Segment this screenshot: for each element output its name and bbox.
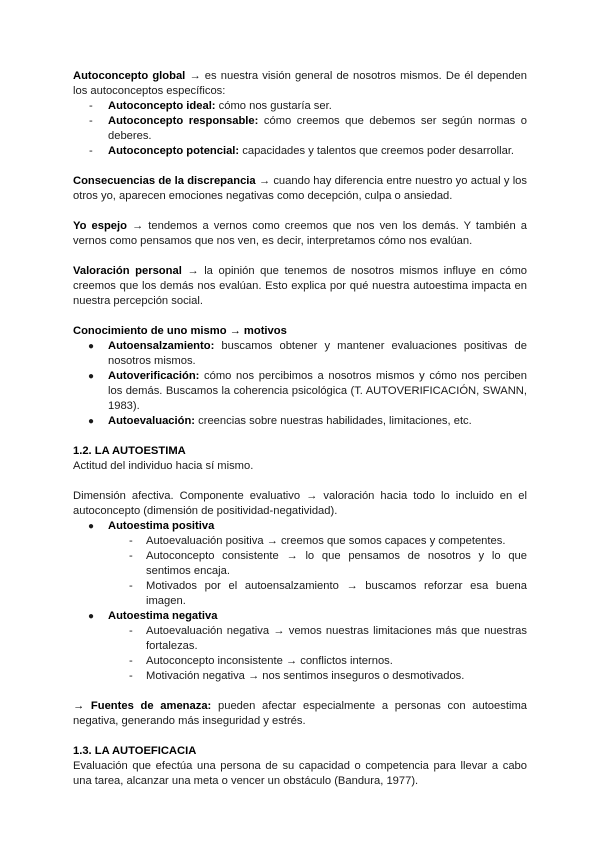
autoestima-intro: Dimensión afectiva. Componente evaluativo → valoración hacia todo lo incluido en el autoconcepto (dimensión de positividad-negatividad). (73, 490, 527, 517)
autoestima-list (73, 519, 527, 534)
document-content (73, 69, 527, 789)
list-item: - Autoevaluación positiva → creemos que somos capaces y competentes. (129, 535, 506, 547)
list-item: - Autoconcepto inconsistente → conflictos internos. (129, 655, 393, 667)
list-item: - Autoconcepto ideal: cómo nos gustaría ser. (89, 100, 332, 112)
list-item: - Autoconcepto consistente → lo que pensamos de nosotros y lo que sentimos encaja. (129, 550, 527, 577)
autoestima-negativa-list (73, 624, 527, 684)
list-item: ● Autoverificación: cómo nos percibimos a nosotros mismos y cómo nos perciben los demás. Buscamos la coherencia psicológica (T. AUTOVERIFICACIÓN, SWANN, 1983). (88, 370, 527, 412)
list-item: - Motivados por el autoensalzamiento → buscamos reforzar esa buena imagen. (129, 580, 527, 607)
list-item: ● Autoevaluación: creencias sobre nuestras habilidades, limitaciones, etc. (88, 415, 472, 427)
autoconcepto-global-paragraph: Autoconcepto global → es nuestra visión general de nosotros mismos. De él dependen los autoconceptos específicos: (73, 70, 527, 97)
valoracion-personal-paragraph: Valoración personal → la opinión que tenemos de nosotros mismos influye en cómo creemos que los demás nos evalúan. Esto explica por qué nuestra autoestima impacta en nuestra percepción social. (73, 265, 527, 307)
autoestima-heading: 1.2. LA AUTOESTIMA (73, 445, 186, 457)
list-item: ● Autoestima negativa (88, 610, 218, 622)
autoestima-list (73, 609, 527, 624)
autoconcepto-list (73, 99, 527, 159)
list-item: ● Autoensalzamiento: buscamos obtener y mantener evaluaciones positivas de nosotros mismos. (88, 340, 527, 367)
autoestima-subtitle: Actitud del individuo hacia sí mismo. (73, 460, 254, 472)
list-item: - Autoevaluación negativa → vemos nuestras limitaciones más que nuestras fortalezas. (129, 625, 527, 652)
list-item: - Motivación negativa → nos sentimos inseguros o desmotivados. (129, 670, 465, 682)
term: Autoconcepto global (73, 70, 186, 82)
autoestima-positiva-list (73, 534, 527, 609)
conocimiento-heading: Conocimiento de uno mismo → motivos (73, 325, 287, 337)
list-item: ● Autoestima positiva (88, 520, 215, 532)
list-item: - Autoconcepto responsable: cómo creemos que debemos ser según normas o deberes. (89, 115, 527, 142)
discrepancia-paragraph: Consecuencias de la discrepancia → cuando hay diferencia entre nuestro yo actual y los otros yo, aparecen emociones negativas como decepción, culpa o ansiedad. (73, 175, 527, 202)
autoeficacia-paragraph: Evaluación que efectúa una persona de su capacidad o competencia para llevar a cabo una tarea, alcanzar una meta o vencer un obstáculo (Bandura, 1977). (73, 760, 527, 787)
motivos-list (73, 339, 527, 429)
list-item: - Autoconcepto potencial: capacidades y talentos que creemos poder desarrollar. (89, 145, 515, 157)
yo-espejo-paragraph: Yo espejo → tendemos a vernos como creemos que nos ven los demás. Y también a vernos como pensamos que nos ven, es decir, interpretamos cómo nos evalúan. (73, 220, 527, 247)
fuentes-amenaza-paragraph: → Fuentes de amenaza: pueden afectar especialmente a personas con autoestima negativa, generando más inseguridad y estrés. (73, 700, 527, 727)
autoeficacia-heading: 1.3. LA AUTOEFICACIA (73, 745, 197, 757)
